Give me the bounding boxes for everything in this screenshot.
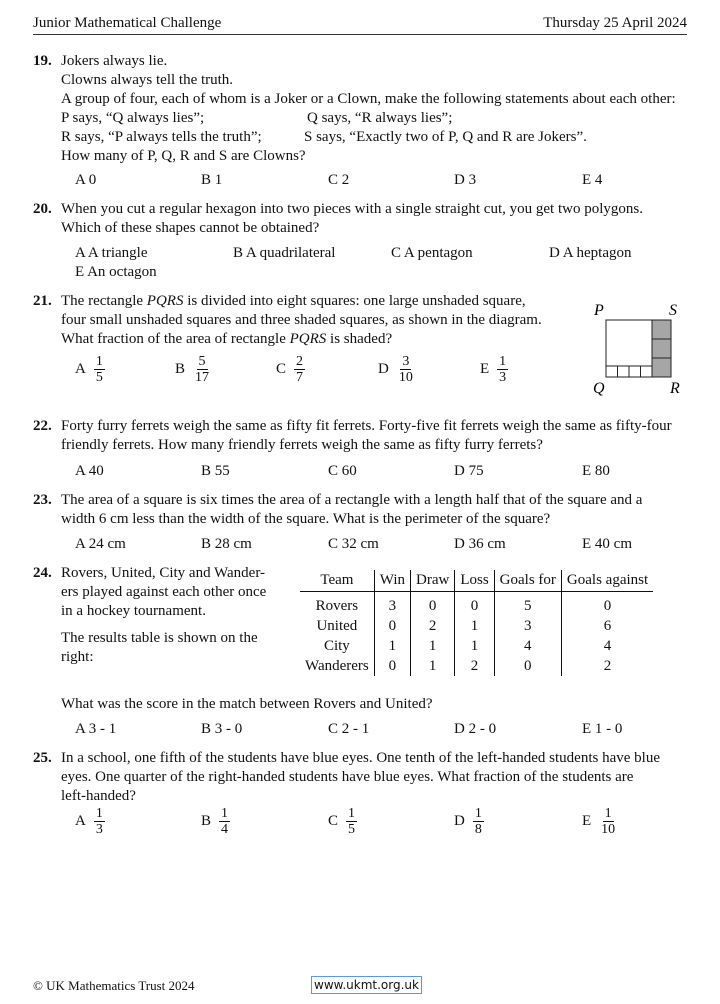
q24-line: Rovers, United, City and Wander- bbox=[61, 565, 266, 581]
option-b: B 1 bbox=[201, 172, 223, 188]
table-cell: 1 bbox=[411, 636, 455, 656]
s-statement: S says, “Exactly two of P, Q and R are Jokers”. bbox=[304, 129, 587, 145]
small-square bbox=[629, 366, 641, 377]
option-letter: A bbox=[75, 813, 86, 829]
question-number: 25. bbox=[33, 750, 52, 766]
option-a bbox=[75, 354, 175, 385]
label-q: Q bbox=[593, 380, 605, 397]
q19-line: Clowns always tell the truth. bbox=[61, 72, 234, 88]
option-a: A 40 bbox=[75, 463, 104, 479]
column-header: Win bbox=[374, 570, 410, 592]
option-c: C A pentagon bbox=[391, 245, 473, 261]
q23-line: The area of a square is six times the area of a rectangle with a length half that of the square and a bbox=[61, 492, 643, 508]
header-date: Thursday 25 April 2024 bbox=[543, 15, 687, 31]
denominator: 3 bbox=[95, 822, 103, 837]
option-e: E An octagon bbox=[75, 264, 157, 280]
option-letter: E bbox=[480, 361, 490, 377]
table-row bbox=[300, 616, 653, 636]
option-letter: B bbox=[201, 813, 212, 829]
option-e: E 1 - 0 bbox=[582, 721, 623, 737]
q21-text: is divided into eight squares: one large unshaded square, bbox=[183, 293, 526, 309]
option-letter: E bbox=[582, 813, 592, 829]
team-cell: United bbox=[316, 618, 358, 634]
option-d: D 2 - 0 bbox=[454, 721, 497, 737]
q21-line: four small unshaded squares and three shaded squares, as shown in the diagram. bbox=[61, 312, 542, 328]
label-p: P bbox=[594, 302, 604, 319]
numerator: 5 bbox=[198, 354, 206, 369]
option-e: E 40 cm bbox=[582, 536, 632, 552]
option-c: C 2 bbox=[328, 172, 350, 188]
option-c: C 60 bbox=[328, 463, 357, 479]
table-cell: 3 bbox=[494, 616, 561, 636]
option-c bbox=[328, 806, 454, 837]
fraction bbox=[294, 354, 305, 385]
q25-line: In a school, one fifth of the students have blue eyes. One tenth of the left-handed students have blue bbox=[61, 750, 660, 766]
question-number: 21. bbox=[33, 293, 52, 309]
rectangle-name: PQRS bbox=[289, 331, 327, 347]
column-header: Goals for bbox=[494, 570, 561, 592]
question-number: 19. bbox=[33, 53, 52, 69]
table-row bbox=[300, 636, 653, 656]
option-a: A A triangle bbox=[75, 245, 148, 261]
denominator: 17 bbox=[195, 370, 210, 385]
small-square bbox=[641, 366, 653, 377]
denominator: 4 bbox=[221, 822, 229, 837]
fraction bbox=[193, 354, 211, 385]
q-statement: Q says, “R always lies”; bbox=[307, 110, 453, 126]
option-letter: B bbox=[175, 361, 186, 377]
question-21 bbox=[33, 292, 687, 349]
small-square bbox=[606, 366, 618, 377]
option-letter: C bbox=[328, 813, 339, 829]
table-cell: 0 bbox=[494, 656, 561, 676]
option-c: C 2 - 1 bbox=[328, 721, 370, 737]
q25-line: eyes. One quarter of the right-handed students have blue eyes. What fraction of the students are bbox=[61, 769, 634, 785]
q20-options bbox=[75, 245, 632, 262]
table-cell: 5 bbox=[494, 592, 561, 617]
fraction bbox=[497, 354, 508, 385]
option-letter: A bbox=[75, 361, 86, 377]
table-cell: 6 bbox=[561, 616, 653, 636]
label-r: R bbox=[670, 380, 680, 397]
p-statement: P says, “Q always lies”; bbox=[61, 110, 205, 126]
table-cell: 4 bbox=[494, 636, 561, 656]
numerator: 2 bbox=[296, 354, 304, 369]
table-cell: 2 bbox=[455, 656, 494, 676]
table-header-row bbox=[300, 570, 653, 592]
q20-line: When you cut a regular hexagon into two pieces with a single straight cut, you get two polygons. bbox=[61, 201, 643, 217]
question-number: 22. bbox=[33, 418, 52, 434]
header-title: Junior Mathematical Challenge bbox=[33, 15, 222, 31]
label-s: S bbox=[669, 302, 677, 319]
q19-options bbox=[75, 172, 602, 189]
q24-question: What was the score in the match between Rovers and United? bbox=[61, 696, 433, 712]
table-cell: 2 bbox=[561, 656, 653, 676]
table-cell: 1 bbox=[374, 636, 410, 656]
denominator: 5 bbox=[348, 822, 356, 837]
option-d: D A heptagon bbox=[549, 245, 632, 261]
denominator: 7 bbox=[296, 370, 304, 385]
q22-options bbox=[75, 463, 610, 480]
r-statement: R says, “P always tells the truth”; bbox=[61, 129, 262, 145]
q22-line: friendly ferrets. How many friendly ferrets weigh the same as fifty furry ferrets? bbox=[61, 437, 543, 453]
option-b bbox=[201, 806, 328, 837]
fraction bbox=[94, 806, 105, 837]
option-letter: D bbox=[454, 813, 465, 829]
q19-line: Jokers always lie. bbox=[61, 53, 168, 69]
q19-line: A group of four, each of whom is a Joker or a Clown, make the following statements about each other: bbox=[61, 91, 676, 107]
q20-line: Which of these shapes cannot be obtained? bbox=[61, 220, 320, 236]
option-d: D 3 bbox=[454, 172, 477, 188]
q24-options bbox=[75, 721, 622, 738]
denominator: 10 bbox=[398, 370, 413, 385]
fraction bbox=[94, 354, 105, 385]
q22-line: Forty furry ferrets weigh the same as fifty fit ferrets. Forty-five fit ferrets weigh the same as fifty-four bbox=[61, 418, 672, 434]
small-square bbox=[618, 366, 630, 377]
q24-line: right: bbox=[61, 649, 94, 665]
q24-line: The results table is shown on the bbox=[61, 630, 258, 646]
table-cell: 1 bbox=[455, 636, 494, 656]
table-cell: 1 bbox=[411, 656, 455, 676]
option-a: A 0 bbox=[75, 172, 97, 188]
option-b: B 3 - 0 bbox=[201, 721, 243, 737]
shaded-square bbox=[652, 358, 671, 377]
shaded-square bbox=[652, 320, 671, 339]
fraction bbox=[473, 806, 484, 837]
copyright: © UK Mathematics Trust 2024 bbox=[33, 978, 195, 993]
option-b: B 28 cm bbox=[201, 536, 252, 552]
option-a: A 3 - 1 bbox=[75, 721, 117, 737]
fraction bbox=[219, 806, 230, 837]
q23-options bbox=[75, 536, 632, 553]
denominator: 8 bbox=[474, 822, 482, 837]
option-a: A 24 cm bbox=[75, 536, 126, 552]
numerator: 1 bbox=[95, 806, 103, 821]
question-25 bbox=[33, 749, 687, 806]
column-header: Loss bbox=[455, 570, 494, 592]
team-cell: Wanderers bbox=[305, 658, 369, 674]
option-d: D 75 bbox=[454, 463, 484, 479]
table-cell: 2 bbox=[411, 616, 455, 636]
option-a bbox=[75, 806, 201, 837]
numerator: 1 bbox=[348, 806, 356, 821]
option-b bbox=[175, 354, 276, 385]
question-number: 23. bbox=[33, 492, 52, 508]
table-cell: 0 bbox=[374, 656, 410, 676]
option-letter: D bbox=[378, 361, 389, 377]
question-20 bbox=[33, 200, 687, 238]
question-24 bbox=[33, 564, 283, 667]
q21-text: is shaded? bbox=[326, 331, 393, 347]
option-e bbox=[582, 806, 617, 837]
numerator: 1 bbox=[499, 354, 507, 369]
option-d bbox=[454, 806, 582, 837]
option-b: B A quadrilateral bbox=[233, 245, 336, 261]
numerator: 1 bbox=[221, 806, 229, 821]
option-d: D 36 cm bbox=[454, 536, 506, 552]
column-header: Goals against bbox=[561, 570, 653, 592]
option-e: E 4 bbox=[582, 172, 603, 188]
column-header: Draw bbox=[411, 570, 455, 592]
q19-question: How many of P, Q, R and S are Clowns? bbox=[61, 148, 306, 164]
q25-options bbox=[75, 806, 617, 837]
q20-options-row2 bbox=[75, 264, 157, 281]
fraction bbox=[346, 806, 357, 837]
shaded-square bbox=[652, 339, 671, 358]
q21-options bbox=[75, 354, 508, 385]
q24-line: ers played against each other once bbox=[61, 584, 267, 600]
option-e bbox=[480, 354, 508, 385]
page-header bbox=[33, 10, 687, 35]
q21-text: The rectangle bbox=[61, 293, 147, 309]
table-cell: 3 bbox=[374, 592, 410, 617]
q21-text: What fraction of the area of rectangle bbox=[61, 331, 290, 347]
question-23 bbox=[33, 491, 687, 529]
option-c: C 32 cm bbox=[328, 536, 379, 552]
question-19 bbox=[33, 52, 687, 166]
table-cell: 4 bbox=[561, 636, 653, 656]
rectangle-name: PQRS bbox=[146, 293, 184, 309]
column-header: Team bbox=[300, 570, 374, 592]
q23-line: width 6 cm less than the width of the square. What is the perimeter of the square? bbox=[61, 511, 551, 527]
results-table bbox=[300, 570, 653, 676]
table-cell: 0 bbox=[411, 592, 455, 617]
denominator: 5 bbox=[95, 370, 103, 385]
q24-line: in a hockey tournament. bbox=[61, 603, 206, 619]
numerator: 1 bbox=[604, 806, 612, 821]
team-cell: Rovers bbox=[315, 598, 359, 614]
q25-line: left-handed? bbox=[61, 788, 136, 804]
option-c bbox=[276, 354, 378, 385]
question-22 bbox=[33, 417, 687, 455]
option-e: E 80 bbox=[582, 463, 610, 479]
fraction bbox=[397, 354, 415, 385]
numerator: 3 bbox=[402, 354, 410, 369]
numerator: 1 bbox=[474, 806, 482, 821]
denominator: 10 bbox=[601, 822, 616, 837]
pqrs-diagram bbox=[590, 298, 690, 398]
option-letter: C bbox=[276, 361, 287, 377]
table-row bbox=[300, 592, 653, 617]
question-number: 20. bbox=[33, 201, 52, 217]
team-cell: City bbox=[323, 638, 350, 654]
table-cell: 0 bbox=[374, 616, 410, 636]
fraction bbox=[599, 806, 617, 837]
numerator: 1 bbox=[95, 354, 103, 369]
table-cell: 0 bbox=[561, 592, 653, 617]
table-row bbox=[300, 656, 653, 676]
website-link[interactable]: www.ukmt.org.uk bbox=[311, 976, 422, 994]
table-cell: 1 bbox=[455, 616, 494, 636]
question-number: 24. bbox=[33, 565, 52, 581]
denominator: 3 bbox=[499, 370, 507, 385]
option-b: B 55 bbox=[201, 463, 230, 479]
option-d bbox=[378, 354, 480, 385]
table-cell: 0 bbox=[455, 592, 494, 617]
